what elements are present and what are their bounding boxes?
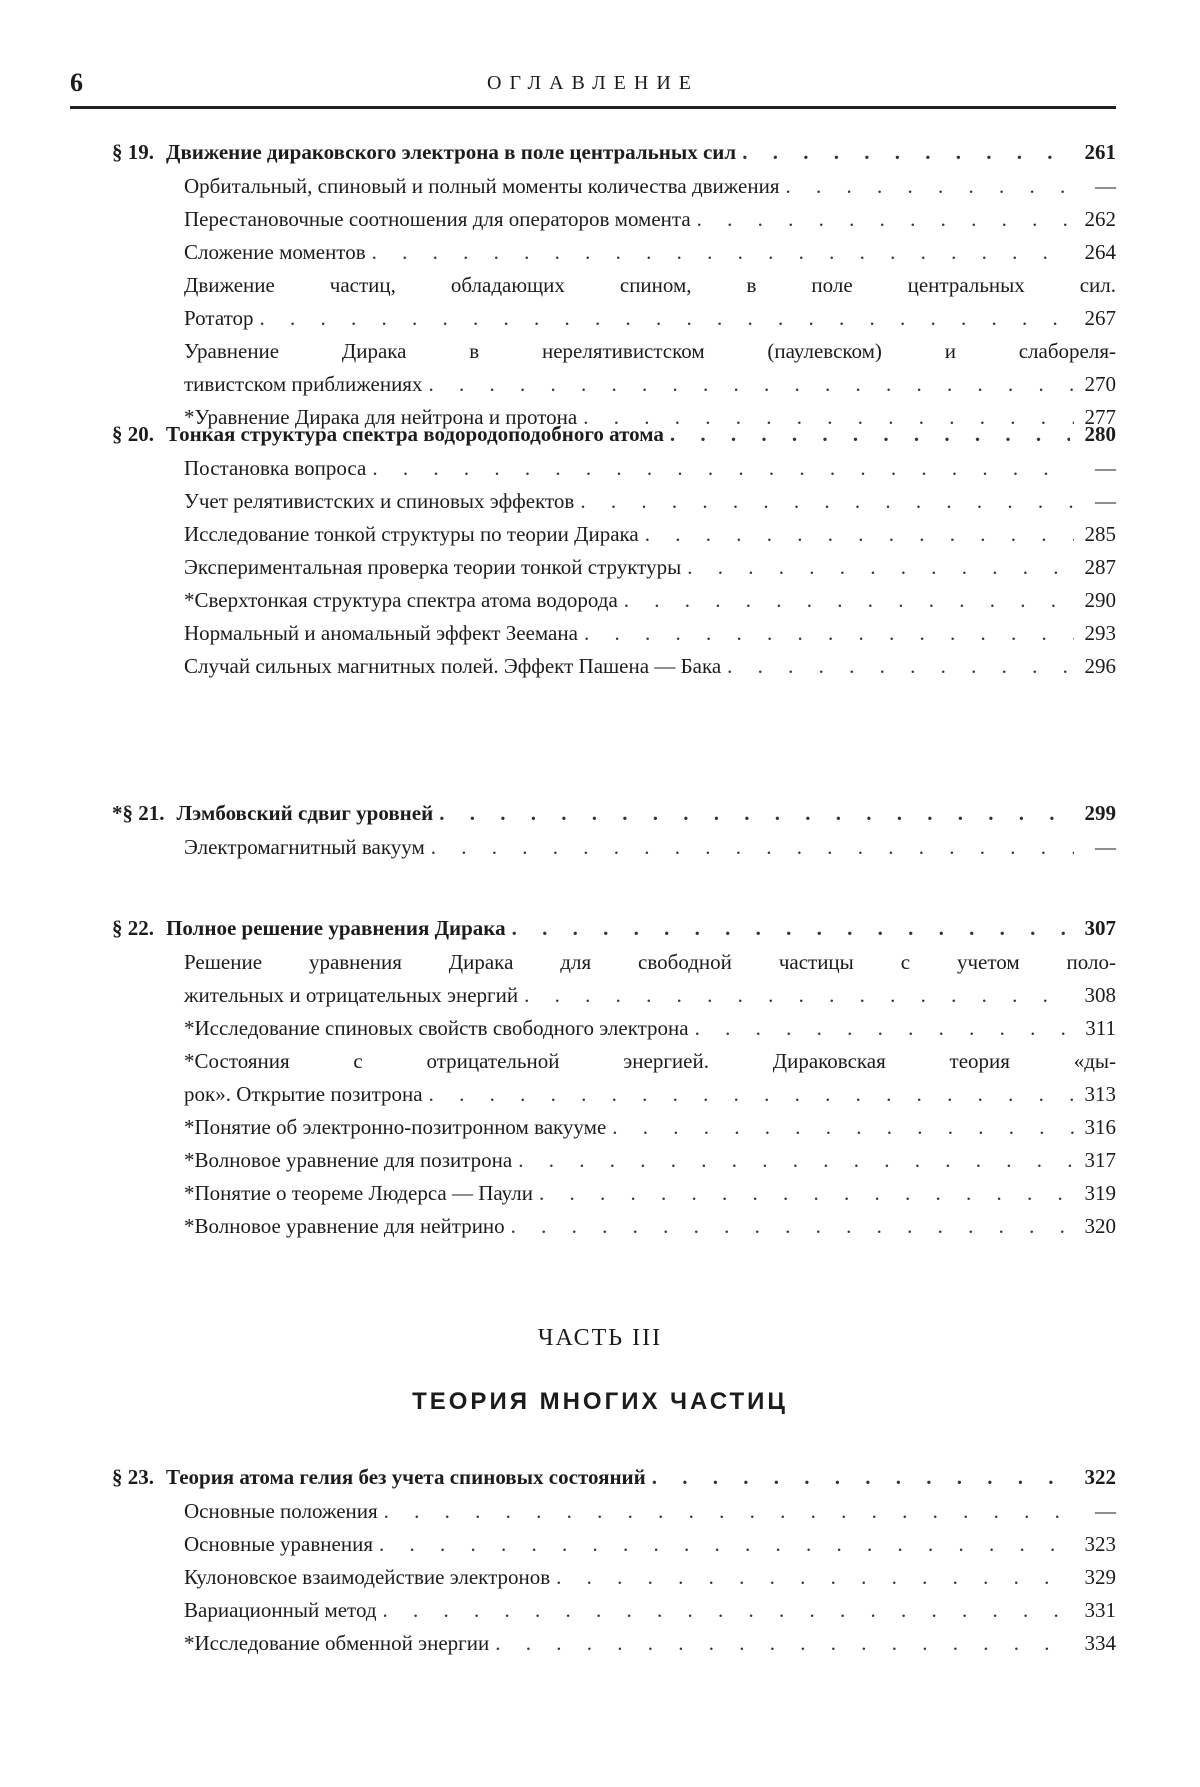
entry-text-line1: *Состояния с отрицательной энергией. Дираковская теория «ды- xyxy=(184,1049,1116,1082)
section-title: Лэмбовский сдвиг уровней xyxy=(177,801,434,826)
entry-text: рок». Открытие позитрона xyxy=(184,1082,423,1107)
dot-leader xyxy=(260,306,1075,331)
dot-leader xyxy=(645,522,1074,547)
dot-leader xyxy=(612,1115,1074,1140)
entry-page: — xyxy=(1080,456,1116,481)
section-page: 280 xyxy=(1076,422,1116,447)
section-page: 322 xyxy=(1076,1465,1116,1490)
toc-entry xyxy=(184,207,1116,240)
entry-page: — xyxy=(1080,835,1116,860)
dot-leader xyxy=(524,983,1074,1008)
section-entries xyxy=(184,835,1116,868)
entry-text: Учет релятивистских и спиновых эффектов xyxy=(184,489,574,514)
dot-leader xyxy=(511,1214,1074,1239)
dot-leader xyxy=(518,1148,1074,1173)
section-number: *§ 21. xyxy=(112,801,165,826)
toc-section-19 xyxy=(112,140,1116,438)
entry-page: 323 xyxy=(1080,1532,1116,1557)
section-page: 299 xyxy=(1076,801,1116,826)
dot-leader xyxy=(372,456,1074,481)
section-heading xyxy=(112,422,1116,456)
toc-entry xyxy=(184,588,1116,621)
entry-page: 308 xyxy=(1080,983,1116,1008)
toc-entry xyxy=(184,1148,1116,1181)
section-entries xyxy=(184,950,1116,1247)
section-page: 307 xyxy=(1076,916,1116,941)
entry-text: Сложение моментов xyxy=(184,240,366,265)
entry-line2 xyxy=(184,306,1116,339)
toc-entry xyxy=(184,339,1116,405)
dot-leader xyxy=(584,621,1074,646)
entry-text: Нормальный и аномальный эффект Зеемана xyxy=(184,621,578,646)
toc-entry xyxy=(184,1598,1116,1631)
toc-entry xyxy=(184,1214,1116,1247)
entry-page: 293 xyxy=(1080,621,1116,646)
section-title: Полное решение уравнения Дирака xyxy=(166,916,506,941)
dot-leader xyxy=(439,801,1070,826)
entry-page: 320 xyxy=(1080,1214,1116,1239)
entry-page: 317 xyxy=(1080,1148,1116,1173)
toc-entry xyxy=(184,835,1116,868)
entry-text: Электромагнитный вакуум xyxy=(184,835,425,860)
toc-entry xyxy=(184,1565,1116,1598)
toc-section-20 xyxy=(112,422,1116,687)
entry-text: *Сверхтонкая структура спектра атома водорода xyxy=(184,588,618,613)
entry-page: 262 xyxy=(1080,207,1116,232)
entry-text: Случай сильных магнитных полей. Эффект Пашена — Бака xyxy=(184,654,721,679)
entry-page: 311 xyxy=(1080,1016,1116,1041)
entry-text: Постановка вопроса xyxy=(184,456,366,481)
toc-entry xyxy=(184,240,1116,273)
dot-leader xyxy=(495,1631,1074,1656)
entry-text: Орбитальный, спиновый и полный моменты количества движения xyxy=(184,174,779,199)
entry-text: *Волновое уравнение для нейтрино xyxy=(184,1214,505,1239)
toc-entry xyxy=(184,1115,1116,1148)
dot-leader xyxy=(785,174,1074,199)
dot-leader xyxy=(695,1016,1074,1041)
entry-page: 264 xyxy=(1080,240,1116,265)
section-title: Тонкая структура спектра водородоподобного атома xyxy=(166,422,664,447)
entry-page: 270 xyxy=(1080,372,1116,397)
dot-leader xyxy=(687,555,1074,580)
entry-text: Перестановочные соотношения для операторов момента xyxy=(184,207,691,232)
entry-text: Кулоновское взаимодействие электронов xyxy=(184,1565,550,1590)
entry-page: 319 xyxy=(1080,1181,1116,1206)
entry-page: 334 xyxy=(1080,1631,1116,1656)
section-number: § 22. xyxy=(112,916,154,941)
entry-page: — xyxy=(1080,489,1116,514)
part-label: ЧАСТЬ III xyxy=(0,1325,1200,1352)
dot-leader xyxy=(429,1082,1074,1107)
dot-leader xyxy=(624,588,1074,613)
dot-leader xyxy=(431,835,1074,860)
dot-leader xyxy=(556,1565,1074,1590)
dot-leader xyxy=(652,1465,1070,1490)
toc-entry xyxy=(184,456,1116,489)
dot-leader xyxy=(428,372,1074,397)
entry-text: *Понятие об электронно-позитронном вакууме xyxy=(184,1115,606,1140)
entry-text: Ротатор xyxy=(184,306,254,331)
section-number: § 20. xyxy=(112,422,154,447)
section-number: § 19. xyxy=(112,140,154,165)
dot-leader xyxy=(383,1598,1074,1623)
entry-text: *Понятие о теореме Людерса — Паули xyxy=(184,1181,533,1206)
toc-entry xyxy=(184,174,1116,207)
entry-page: 296 xyxy=(1080,654,1116,679)
entry-page: 313 xyxy=(1080,1082,1116,1107)
entry-text: *Волновое уравнение для позитрона xyxy=(184,1148,512,1173)
entry-text: *Уравнение Дирака для нейтрона и протона xyxy=(184,405,577,430)
entry-page: 331 xyxy=(1080,1598,1116,1623)
dot-leader xyxy=(372,240,1074,265)
section-heading xyxy=(112,801,1116,835)
toc-entry xyxy=(184,1016,1116,1049)
toc-entry xyxy=(184,522,1116,555)
entry-page: 290 xyxy=(1080,588,1116,613)
entry-text-line1: Движение частиц, обладающих спином, в поле центральных сил. xyxy=(184,273,1116,306)
entry-line2 xyxy=(184,983,1116,1016)
dot-leader xyxy=(384,1499,1074,1524)
entry-text: тивистском приближениях xyxy=(184,372,422,397)
section-heading xyxy=(112,916,1116,950)
toc-entry xyxy=(184,1181,1116,1214)
entry-line2 xyxy=(184,372,1116,405)
running-title: ОГЛАВЛЕНИЕ xyxy=(70,72,1116,95)
toc-entry xyxy=(184,1049,1116,1115)
entry-text: Экспериментальная проверка теории тонкой структуры xyxy=(184,555,681,580)
toc-entry xyxy=(184,1631,1116,1664)
dot-leader xyxy=(670,422,1070,447)
section-entries xyxy=(184,456,1116,687)
entry-text: Основные уравнения xyxy=(184,1532,373,1557)
section-heading xyxy=(112,1465,1116,1499)
entry-page: 316 xyxy=(1080,1115,1116,1140)
dot-leader xyxy=(539,1181,1074,1206)
toc-entry xyxy=(184,489,1116,522)
toc-entry xyxy=(184,950,1116,1016)
section-heading xyxy=(112,140,1116,174)
page-number: 6 xyxy=(70,68,83,98)
entry-page: 267 xyxy=(1080,306,1116,331)
entry-page: — xyxy=(1080,174,1116,199)
section-title: Движение дираковского электрона в поле центральных сил xyxy=(166,140,736,165)
entry-text: *Исследование спиновых свойств свободного электрона xyxy=(184,1016,689,1041)
entry-page: — xyxy=(1080,1499,1116,1524)
entry-page: 287 xyxy=(1080,555,1116,580)
page-header xyxy=(70,68,1116,112)
dot-leader xyxy=(742,140,1070,165)
toc-entry xyxy=(184,1499,1116,1532)
section-entries xyxy=(184,174,1116,438)
toc-section-22 xyxy=(112,916,1116,1247)
dot-leader xyxy=(379,1532,1074,1557)
entry-text: Основные положения xyxy=(184,1499,378,1524)
dot-leader xyxy=(512,916,1070,941)
part-title: ТЕОРИЯ МНОГИХ ЧАСТИЦ xyxy=(0,1388,1200,1416)
entry-text: *Исследование обменной энергии xyxy=(184,1631,489,1656)
section-page: 261 xyxy=(1076,140,1116,165)
toc-entry xyxy=(184,273,1116,339)
toc-page xyxy=(0,0,1200,1787)
entry-line2 xyxy=(184,1082,1116,1115)
toc-section-23 xyxy=(112,1465,1116,1664)
section-title: Теория атома гелия без учета спиновых состояний xyxy=(166,1465,646,1490)
entry-text: Вариационный метод xyxy=(184,1598,377,1623)
toc-entry xyxy=(184,654,1116,687)
entry-page: 277 xyxy=(1080,405,1116,430)
toc-section-21 xyxy=(112,801,1116,868)
section-entries xyxy=(184,1499,1116,1664)
section-number: § 23. xyxy=(112,1465,154,1490)
entry-text-line1: Уравнение Дирака в нерелятивистском (паулевском) и слабореля- xyxy=(184,339,1116,372)
entry-page: 285 xyxy=(1080,522,1116,547)
toc-entry xyxy=(184,621,1116,654)
dot-leader xyxy=(727,654,1074,679)
toc-entry xyxy=(184,555,1116,588)
entry-text-line1: Решение уравнения Дирака для свободной частицы с учетом поло- xyxy=(184,950,1116,983)
dot-leader xyxy=(697,207,1074,232)
dot-leader xyxy=(580,489,1074,514)
toc-entry xyxy=(184,1532,1116,1565)
header-rule xyxy=(70,106,1116,109)
entry-text: жительных и отрицательных энергий xyxy=(184,983,518,1008)
entry-text: Исследование тонкой структуры по теории Дирака xyxy=(184,522,639,547)
entry-page: 329 xyxy=(1080,1565,1116,1590)
